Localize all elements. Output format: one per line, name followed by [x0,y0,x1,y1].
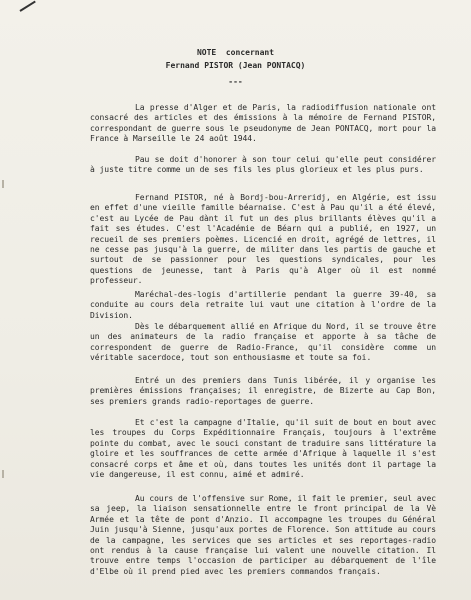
document-title: NOTE concernant [196,48,275,57]
margin-mark [2,180,4,188]
document-subject: Fernand PISTOR (Jean PONTACQ) [165,61,306,70]
paragraph: Au cours de l'offensive sur Rome, il fait le premier, seul avec sa jeep, la liaison sensationnelle entre le front principal de la Vè Armée et la tête de pont d'Anzio. Il accompagne les troupes du Général Juin jusqu'à Sienne, jusqu'aux portes de Florence. Son attitude au cours de la campagne, les services que ses articles et ses reportages-radio ont rendus à la cause française lui valent une nouvelle citation. Il trouve entre temps l'occasion de participer au débarquement de l'île d'Elbe où il prend pied avec les premiers commandos français. [90,494,436,576]
paragraph: Dès le débarquement allié en Afrique du Nord, il se trouve être un des animateurs de la radio française et apporte à sa tâche de correspondent de guerre de Radio-France, qu'il considère comme un véritable sacerdoce, tout son enthousiasme et toute sa foi. [90,322,436,363]
margin-mark [2,470,4,478]
pen-mark [19,1,35,12]
paragraph: Et c'est la campagne d'Italie, qu'il suit de bout en bout avec les troupes du Corps Expéditionnaire Français, toujours à l'extrême pointe du combat, avec le souci constant de traduire sans littérature la gloire et les souffrances de cette armée d'Afrique à laquelle il s'est consacré corps et âme et où, dans toutes les unités dont il partage la vie dangereuse, il est connu, aimé et admiré. [90,418,436,480]
paragraph: Pau se doit d'honorer à son tour celui qu'elle peut considérer à juste titre comme un de ses fils les plus glorieux et les plus purs. [90,155,436,175]
document-header [0,46,471,88]
header-separator: --- [228,77,243,86]
paragraph: Entré un des premiers dans Tunis libérée, il y organise les premières émissions françaises; il enregistre, de Bizerte au Cap Bon, ses premiers grands radio-reportages de guerre. [90,376,436,406]
paragraph: Fernand PISTOR, né à Bordj-bou-Arreridj, en Algérie, est issu en effet d'une vieille famille béarnaise. C'est à Pau qu'il a été élevé, c'est au Lycée de Pau dànt il fut un des plus brillants élèves qu'il a fait ses études. C'est l'Académie de Béarn qui a publié, en 1927, un recueil de ses premiers poèmes. Licencié en droit, agrégé de lettres, il ne cesse pas jusqu'à la guerre, de militer dans les partis de gauche et surtout de se passionner pour les questions syndicales, pour les questions de jeunesse, tant à Paris qu'à Alger où il est nommé professeur. [90,193,436,286]
paragraph: Maréchal-des-logis d'artillerie pendant la guerre 39-40, sa conduite au cours dela retraite lui vaut une citation à l'ordre de la Division. [90,290,436,320]
paragraph: La presse d'Alger et de Paris, la radiodiffusion nationale ont consacré des articles et des émissions à la mémoire de Fernand PISTOR, correspondant de guerre sous le pseudonyme de Jean PONTACQ, mort pour la France à Marseille le 24 août 1944. [90,103,436,144]
